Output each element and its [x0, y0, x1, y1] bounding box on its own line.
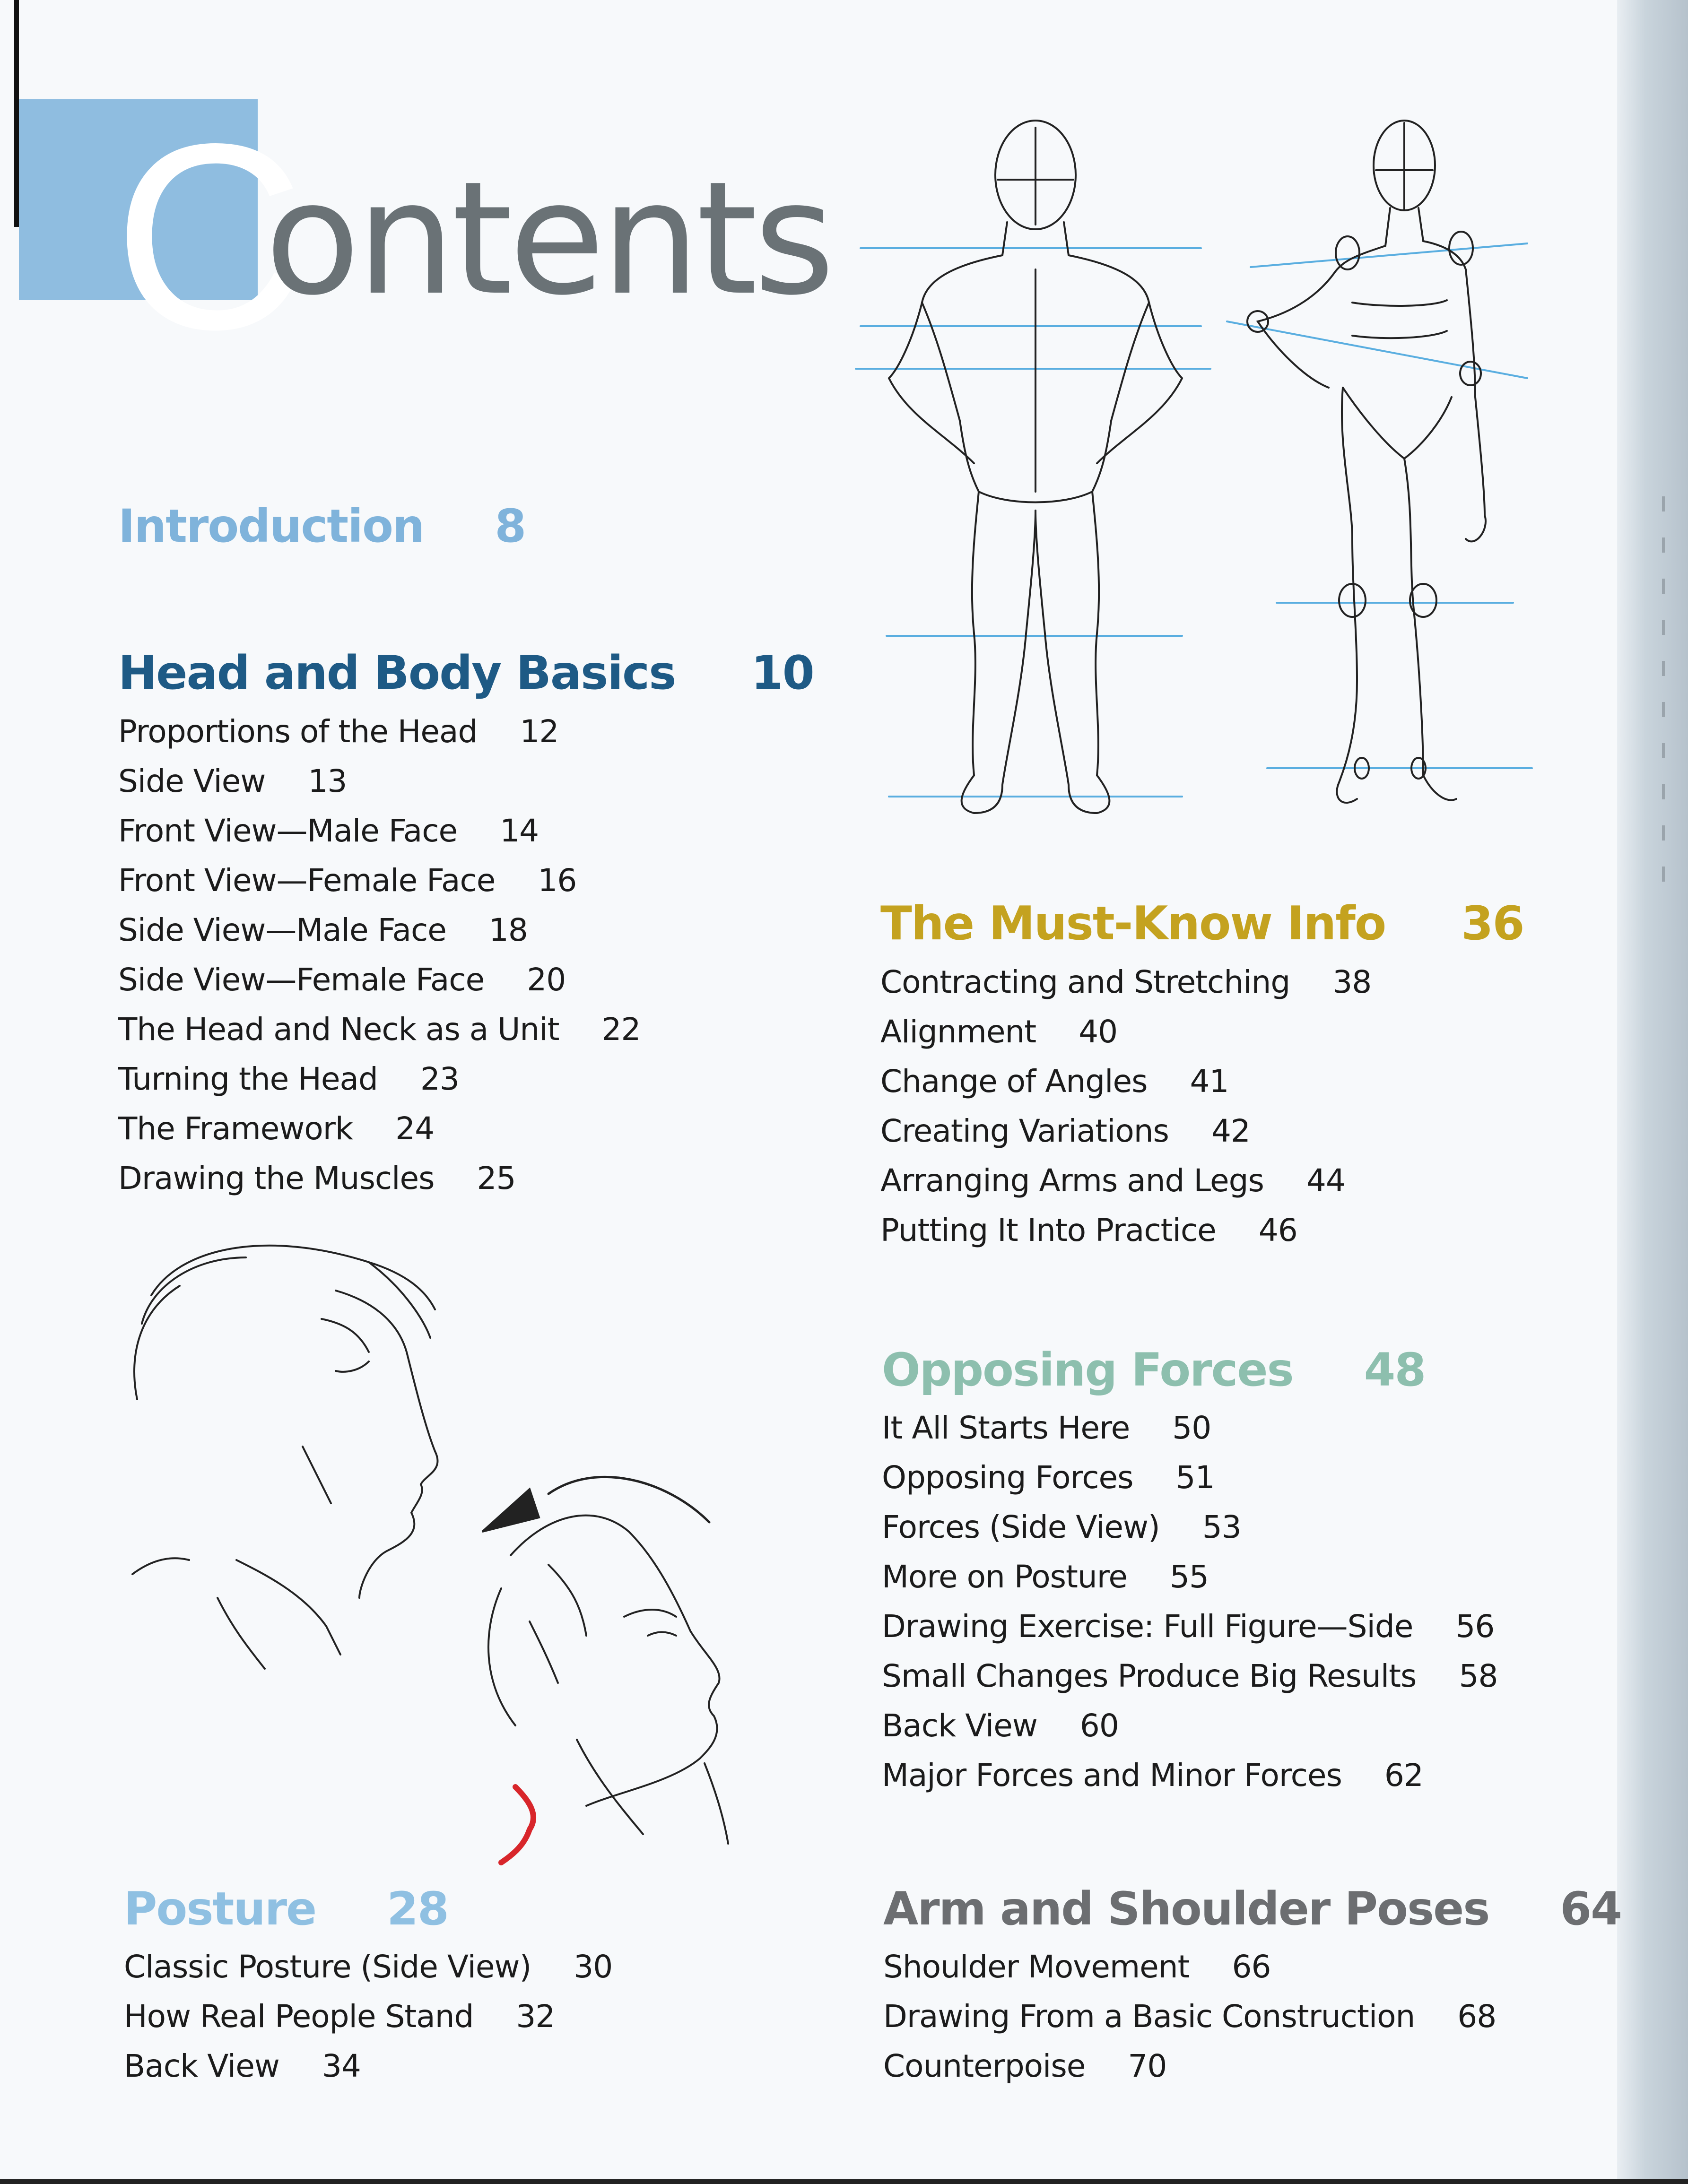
- entry-label: Small Changes Produce Big Results: [882, 1658, 1417, 1694]
- toc-entry[interactable]: [124, 1942, 612, 1992]
- entry-label: Alignment: [880, 1014, 1036, 1050]
- entry-page: 14: [500, 813, 539, 849]
- entry-page: 56: [1455, 1608, 1495, 1645]
- toc-entry[interactable]: [118, 1005, 814, 1054]
- entry-label: Arranging Arms and Legs: [880, 1162, 1264, 1199]
- section-page-number: 36: [1461, 897, 1524, 951]
- toc-entry[interactable]: [118, 806, 814, 856]
- entry-page: 22: [601, 1011, 641, 1048]
- entry-label: Drawing the Muscles: [118, 1160, 435, 1196]
- section-title: Posture: [124, 1882, 316, 1935]
- page-title: ontents: [265, 148, 831, 329]
- next-page-edge-marks: [1662, 496, 1671, 908]
- toc-entry[interactable]: [118, 756, 814, 806]
- toc-entry[interactable]: [883, 2041, 1621, 2091]
- toc-entry[interactable]: [880, 1156, 1524, 1205]
- toc-entry[interactable]: [118, 856, 814, 905]
- entry-page: 46: [1258, 1212, 1297, 1248]
- title-initial-letter: C: [113, 88, 300, 384]
- entry-page: 32: [516, 1998, 555, 2035]
- toc-entry[interactable]: [883, 1992, 1621, 2041]
- entry-label: How Real People Stand: [124, 1998, 474, 2035]
- entry-page: 30: [574, 1949, 613, 1985]
- entry-page: 58: [1459, 1658, 1498, 1694]
- toc-entry[interactable]: [118, 1054, 814, 1104]
- entry-page: 40: [1079, 1014, 1118, 1050]
- entry-page: 42: [1211, 1113, 1250, 1149]
- section-head-body-basics: [118, 646, 814, 1203]
- toc-entry[interactable]: [880, 1106, 1524, 1156]
- entry-page: 20: [527, 962, 566, 998]
- entry-label: Turning the Head: [118, 1061, 378, 1097]
- entry-label: The Framework: [118, 1110, 353, 1147]
- entry-label: Major Forces and Minor Forces: [882, 1757, 1342, 1794]
- entry-label: Creating Variations: [880, 1113, 1169, 1149]
- entry-page: 70: [1128, 2048, 1167, 2084]
- section-page-number: 28: [387, 1882, 448, 1935]
- toc-entry[interactable]: [880, 957, 1524, 1007]
- section-title: The Must-Know Info: [880, 897, 1386, 951]
- section-introduction: [118, 500, 526, 553]
- entry-label: Drawing From a Basic Construction: [883, 1998, 1415, 2035]
- section-title: Opposing Forces: [882, 1343, 1293, 1396]
- section-posture: [124, 1882, 613, 2091]
- entry-page: 44: [1306, 1162, 1345, 1199]
- section-title: Introduction: [118, 500, 424, 553]
- toc-entry[interactable]: [882, 1651, 1497, 1701]
- entry-page: 13: [308, 763, 347, 799]
- entry-label: Side View: [118, 763, 266, 799]
- entry-page: 38: [1332, 964, 1372, 1000]
- toc-entry[interactable]: [880, 1007, 1524, 1057]
- entry-label: Forces (Side View): [882, 1509, 1160, 1545]
- entry-label: Counterpoise: [883, 2048, 1086, 2084]
- entry-label: Side View—Female Face: [118, 962, 485, 998]
- toc-entry[interactable]: [882, 1701, 1497, 1751]
- page-gutter-shadow: [1617, 0, 1688, 2184]
- entry-page: 55: [1170, 1559, 1209, 1595]
- entry-label: Front View—Male Face: [118, 813, 458, 849]
- section-title: Head and Body Basics: [118, 646, 676, 700]
- entry-label: Change of Angles: [880, 1063, 1148, 1100]
- entry-label: More on Posture: [882, 1559, 1127, 1595]
- entry-page: 18: [488, 912, 528, 948]
- entry-page: 66: [1232, 1949, 1271, 1985]
- entry-page: 50: [1172, 1410, 1211, 1446]
- body-proportion-figures-sketch: [851, 113, 1560, 870]
- entry-label: Classic Posture (Side View): [124, 1949, 531, 1985]
- entry-page: 24: [395, 1110, 435, 1147]
- entry-label: Shoulder Movement: [883, 1949, 1190, 1985]
- entry-label: Opposing Forces: [882, 1459, 1133, 1496]
- section-page-number: 8: [495, 500, 526, 553]
- entry-label: It All Starts Here: [882, 1410, 1130, 1446]
- entry-label: Front View—Female Face: [118, 862, 496, 899]
- entry-label: The Head and Neck as a Unit: [118, 1011, 559, 1048]
- toc-entry[interactable]: [118, 1153, 814, 1203]
- toc-entry[interactable]: [882, 1403, 1497, 1453]
- section-title: Arm and Shoulder Poses: [883, 1882, 1489, 1935]
- toc-entry[interactable]: [882, 1751, 1497, 1800]
- entry-page: 23: [420, 1061, 459, 1097]
- section-arm-shoulder-poses: [883, 1882, 1621, 2091]
- entry-label: Proportions of the Head: [118, 713, 478, 750]
- section-opposing-forces: [882, 1343, 1498, 1800]
- toc-entry[interactable]: [124, 2041, 612, 2091]
- entry-page: 68: [1457, 1998, 1497, 2035]
- entry-label: Contracting and Stretching: [880, 964, 1290, 1000]
- toc-entry[interactable]: [118, 1104, 814, 1153]
- toc-entry[interactable]: [124, 1992, 612, 2041]
- toc-entry[interactable]: [118, 707, 814, 756]
- toc-entry[interactable]: [118, 905, 814, 955]
- entry-label: Putting It Into Practice: [880, 1212, 1216, 1248]
- entry-page: 51: [1175, 1459, 1215, 1496]
- section-page-number: 64: [1560, 1882, 1621, 1935]
- entry-label: Drawing Exercise: Full Figure—Side: [882, 1608, 1413, 1645]
- section-must-know-info: [880, 897, 1524, 1255]
- entry-page: 12: [520, 713, 559, 750]
- toc-entry[interactable]: [883, 1942, 1621, 1992]
- entry-page: 34: [322, 2048, 361, 2084]
- toc-entry[interactable]: [882, 1453, 1497, 1502]
- entry-page: 53: [1202, 1509, 1241, 1545]
- toc-entry[interactable]: [882, 1602, 1497, 1651]
- entry-page: 25: [477, 1160, 516, 1196]
- entry-label: Side View—Male Face: [118, 912, 446, 948]
- toc-entry[interactable]: [118, 955, 814, 1005]
- toc-entry[interactable]: [882, 1552, 1497, 1602]
- toc-entry[interactable]: [880, 1057, 1524, 1106]
- section-page-number: 10: [751, 646, 814, 700]
- entry-label: Back View: [882, 1707, 1037, 1744]
- entry-label: Back View: [124, 2048, 279, 2084]
- toc-entry[interactable]: [882, 1502, 1497, 1552]
- entry-page: 41: [1190, 1063, 1229, 1100]
- head-turn-sketch: [123, 1229, 785, 1867]
- page-bottom-edge: [0, 2179, 1688, 2184]
- page-edge-left: [14, 0, 19, 227]
- entry-page: 62: [1384, 1757, 1423, 1794]
- toc-entry[interactable]: [880, 1205, 1524, 1255]
- section-page-number: 48: [1364, 1343, 1426, 1396]
- entry-page: 60: [1079, 1707, 1119, 1744]
- entry-page: 16: [538, 862, 577, 899]
